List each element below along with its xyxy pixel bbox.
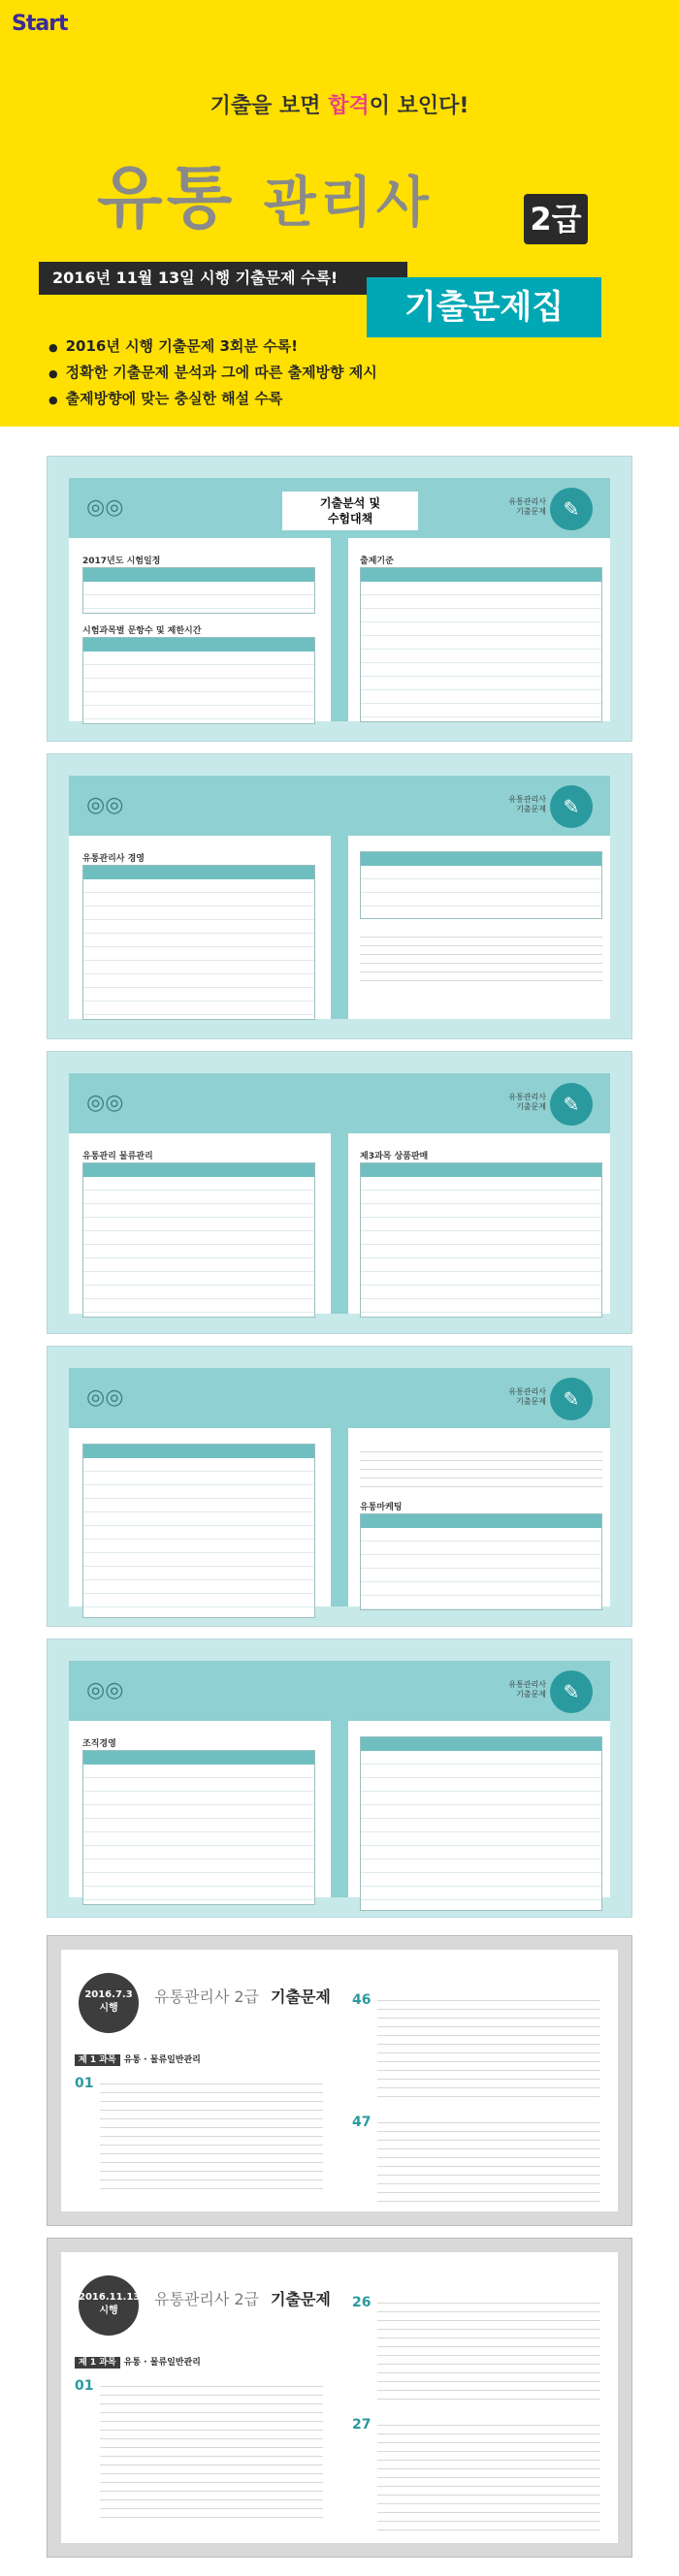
hero-banner (0, 0, 679, 427)
binocular-icon: ◎◎ (86, 1678, 124, 1702)
book-icon: ✎ (550, 1670, 593, 1713)
exam-label: 유통관리사 2급 (154, 2290, 260, 2308)
note-label: 조직경영 (82, 1739, 116, 1749)
exam-heading (154, 2287, 331, 2309)
tagline-pre: 기출을 보면 (210, 94, 329, 118)
question-number: 27 (352, 2417, 372, 2433)
feature-item: ● 2016년 시행 기출문제 3회분 수록! (48, 335, 377, 356)
question-number: 46 (352, 1992, 372, 2008)
title-part-2: 관리사 (263, 172, 433, 235)
book-icon: ✎ (550, 488, 593, 530)
preview-panel-4 (47, 1346, 632, 1627)
exam-label: 유통관리사 2급 (154, 1988, 260, 2006)
exam-heading (154, 1985, 331, 2007)
date-band: 2016년 11월 13일 시행 기출문제 수록! (39, 262, 407, 295)
circle-label: 유통관리사 기출문제 (508, 497, 546, 516)
exam-preview-2 (47, 2238, 632, 2558)
note-label: 시험과목별 문항수 및 제한시간 (82, 626, 202, 636)
tagline (0, 89, 679, 119)
note-label: 2017년도 시험일정 (82, 557, 161, 566)
start-label: Start (12, 12, 68, 36)
section-title: 기출분석 및 수험대책 (282, 492, 418, 530)
book-icon: ✎ (550, 785, 593, 828)
section-number: 제 1 과목 (75, 2054, 120, 2066)
binocular-icon: ◎◎ (86, 793, 124, 817)
question-number: 26 (352, 2295, 372, 2310)
feature-item: ● 출제방향에 맞는 충실한 해설 수록 (48, 388, 377, 408)
tagline-post: 이 보인다! (369, 94, 469, 118)
exam-preview-1 (47, 1935, 632, 2226)
section-number: 제 1 과목 (75, 2357, 120, 2369)
binocular-icon: ◎◎ (86, 1385, 124, 1410)
section-name: 유통 · 물류일반관리 (123, 2055, 201, 2065)
subtitle-box: 기출문제집 (367, 277, 601, 337)
note-label: 유통관리사 경영 (82, 854, 145, 864)
question-number: 01 (75, 2076, 94, 2091)
preview-panel-1 (47, 456, 632, 742)
feature-item: ● 정확한 기출문제 분석과 그에 따른 출제방향 제시 (48, 362, 377, 382)
circle-label: 유통관리사 기출문제 (508, 1093, 546, 1111)
book-icon: ✎ (550, 1083, 593, 1126)
exam-title: 기출문제 (271, 2290, 331, 2308)
note-label: 제3과목 상품판매 (360, 1152, 429, 1161)
preview-panel-5 (47, 1638, 632, 1918)
book-icon: ✎ (550, 1378, 593, 1420)
section-name: 유통 · 물류일반관리 (123, 2358, 201, 2368)
tagline-highlight: 합격 (328, 94, 370, 118)
circle-label: 유통관리사 기출문제 (508, 1680, 546, 1699)
book-title (97, 143, 433, 241)
preview-panel-2 (47, 753, 632, 1039)
circle-label: 유통관리사 기출문제 (508, 795, 546, 813)
binocular-icon: ◎◎ (86, 1091, 124, 1115)
note-label: 유통마케팅 (360, 1503, 403, 1512)
exam-date-badge: 2016.11.13 시행 (79, 2275, 139, 2336)
grade-badge: 2급 (524, 194, 588, 244)
exam-title: 기출문제 (271, 1988, 331, 2006)
note-label: 유통관리 물류관리 (82, 1152, 153, 1161)
circle-label: 유통관리사 기출문제 (508, 1387, 546, 1406)
note-label: 출제기준 (360, 557, 394, 566)
exam-date-badge: 2016.7.3 시행 (79, 1973, 139, 2033)
question-number: 47 (352, 2115, 372, 2130)
feature-list (48, 335, 377, 414)
section-header (75, 2355, 201, 2368)
section-header (75, 2052, 201, 2065)
binocular-icon: ◎◎ (86, 495, 124, 520)
title-part-1: 유통 (97, 158, 237, 238)
question-number: 01 (75, 2378, 94, 2394)
preview-panel-3 (47, 1051, 632, 1334)
